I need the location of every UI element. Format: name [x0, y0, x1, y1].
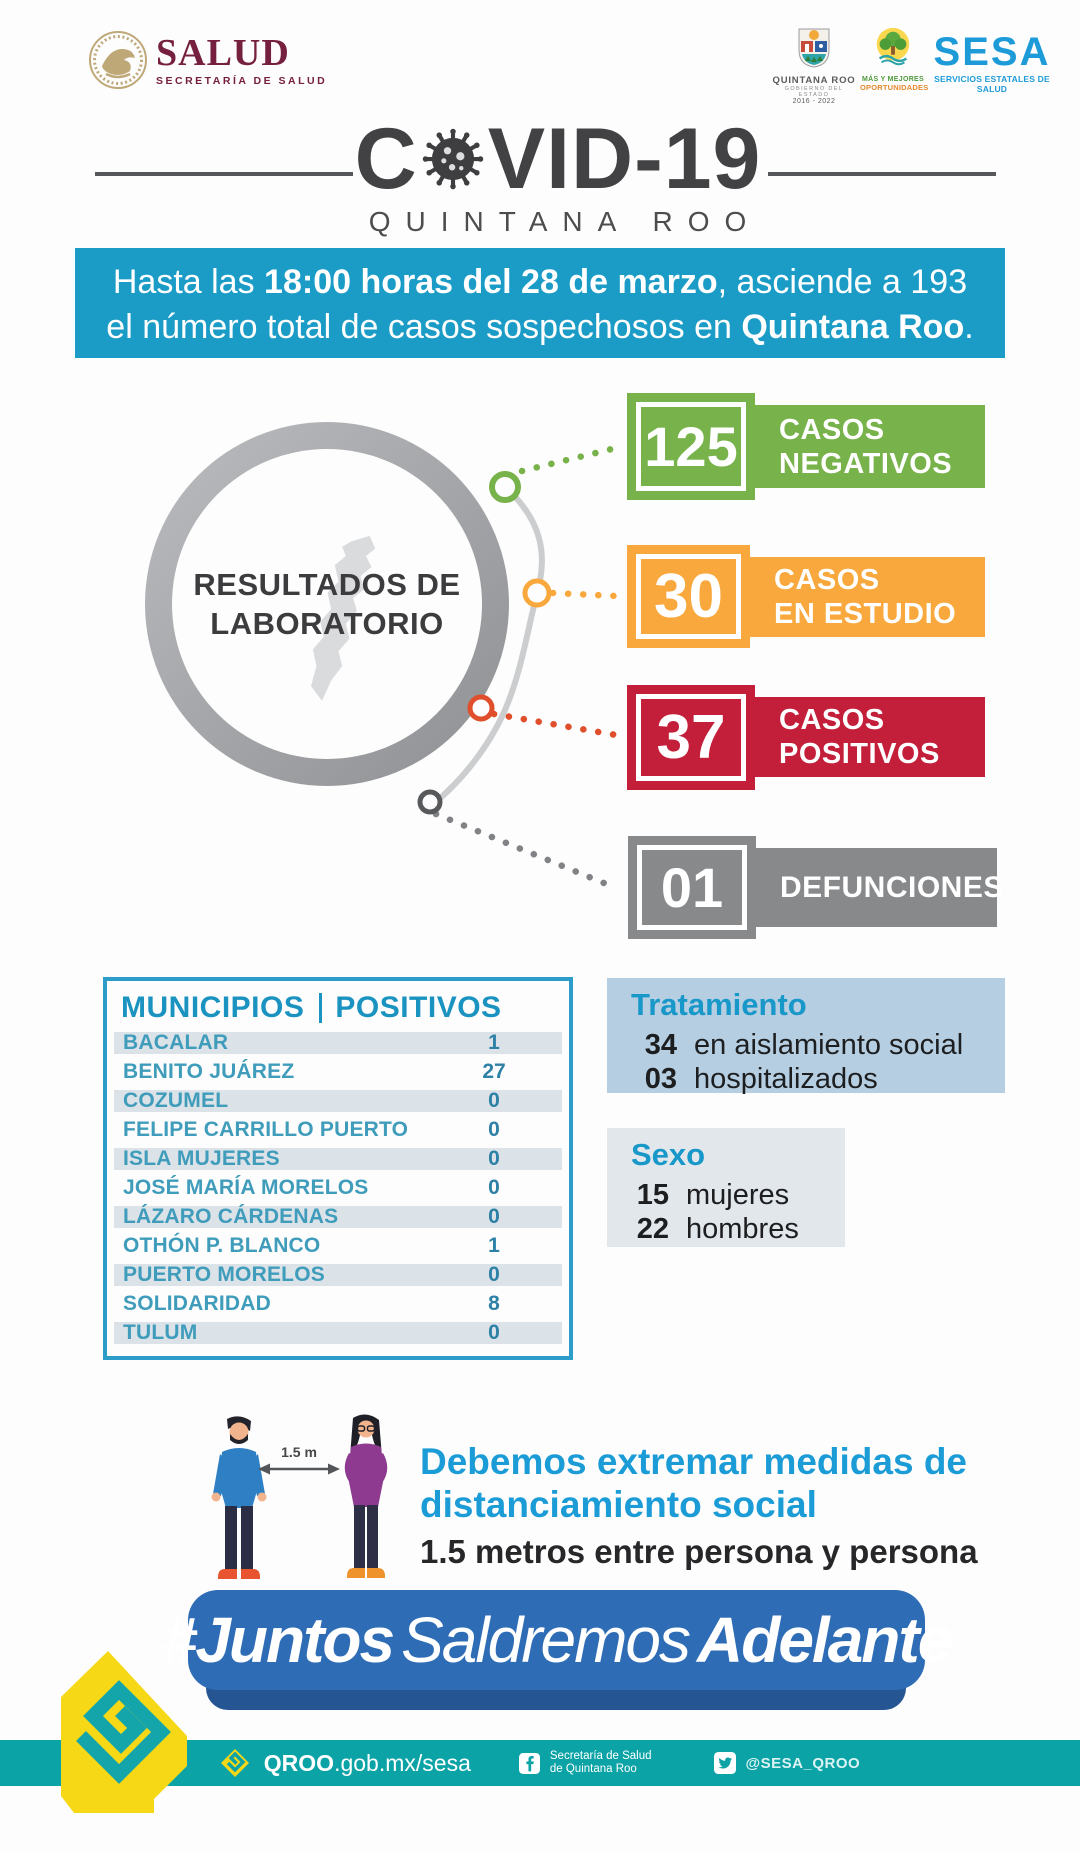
footer-twitter-handle: @SESA_QROO — [745, 1754, 861, 1772]
salud-subtitle: SECRETARÍA DE SALUD — [156, 74, 328, 87]
quintana-roo-logo — [770, 26, 858, 105]
lab-results-label-line2: LABORATORIO — [210, 606, 444, 641]
stat-positivos-value-box — [627, 685, 755, 790]
table-row: LÁZARO CÁRDENAS 0 — [114, 1206, 562, 1228]
sesa-logo — [925, 32, 1059, 94]
distance-indicator — [256, 1444, 342, 1481]
table-row: ISLA MUJERES 0 — [114, 1148, 562, 1170]
stat-positivos-value: 37 — [656, 703, 726, 772]
quintana-roo-logo-title: QUINTANA ROO — [772, 75, 856, 86]
table-row: FELIPE CARRILLO PUERTO 0 — [123, 1118, 500, 1141]
sesa-title: SESA — [933, 30, 1051, 74]
quintana-roo-logo-years: 2016 - 2022 — [792, 98, 836, 105]
woman-figure — [338, 1413, 394, 1588]
tratamiento-row: 34 en aislamiento social — [644, 1029, 964, 1061]
oportunidades-line2: OPORTUNIDADES — [860, 83, 929, 92]
distance-label: 1.5 m — [281, 1444, 317, 1460]
qroo-greca-logo — [57, 1648, 191, 1814]
distancing-message — [420, 1440, 978, 1571]
region-title: QUINTANA ROO — [368, 206, 762, 237]
header-divider — [319, 993, 322, 1023]
footer-twitter — [714, 1752, 861, 1774]
stat-estudio-value-box — [627, 545, 750, 648]
summary-banner-line2: el número total de casos sospechosos en Quintana Roo. — [106, 308, 974, 346]
man-figure — [208, 1416, 270, 1588]
oportunidades-tree-icon — [871, 26, 915, 70]
col-municipios: MUNICIPIOS — [121, 991, 305, 1024]
distancing-subline: 1.5 metros entre persona y persona — [420, 1533, 978, 1570]
sexo-row: 15 mujeres — [636, 1179, 790, 1211]
municipios-table-header — [107, 981, 569, 1032]
virus-icon — [420, 126, 486, 192]
stat-estudio-value: 30 — [654, 562, 723, 631]
oportunidades-logo — [860, 26, 929, 92]
oportunidades-line1: MÁS Y MEJORES — [862, 76, 924, 83]
covid-title-c: C — [354, 111, 418, 207]
tratamiento-title: Tratamiento — [631, 987, 807, 1022]
tratamiento-row: 03 hospitalizados — [644, 1063, 878, 1095]
stat-negativos-value-box — [627, 393, 755, 500]
table-row: OTHÓN P. BLANCO 1 — [123, 1234, 500, 1257]
municipios-table — [103, 977, 573, 1360]
table-row: BENITO JUÁREZ 27 — [123, 1060, 506, 1083]
stat-positivos-label: CASOS POSITIVOS — [753, 697, 985, 777]
distancing-headline-line2: distanciamiento social — [420, 1484, 817, 1525]
quintana-roo-shield-icon — [796, 26, 832, 68]
hashtag-part1: #Juntos — [161, 1604, 394, 1676]
salud-seal-icon — [88, 30, 148, 90]
quintana-roo-logo-subtitle: GOBIERNO DEL ESTADO — [784, 86, 844, 98]
twitter-icon — [714, 1752, 736, 1774]
sesa-subtitle: SERVICIOS ESTATALES DE SALUD — [934, 74, 1050, 94]
facebook-icon — [519, 1753, 540, 1774]
sexo-title: Sexo — [631, 1137, 706, 1172]
table-row: COZUMEL 0 — [114, 1090, 562, 1112]
table-row: BACALAR 1 — [114, 1032, 562, 1054]
salud-logo — [88, 30, 327, 90]
stat-negativos-label: CASOS NEGATIVOS — [753, 405, 985, 488]
summary-banner — [75, 248, 1005, 358]
table-row: TULUM 0 — [114, 1322, 562, 1344]
stat-defunciones-value: 01 — [660, 856, 724, 919]
table-row: SOLIDARIDAD 8 — [123, 1292, 500, 1315]
table-row: JOSÉ MARÍA MORELOS 0 — [123, 1176, 500, 1199]
col-positivos: POSITIVOS — [335, 991, 502, 1024]
covid-title-rest: VID-19 — [487, 111, 762, 207]
hashtag-part2: Saldremos — [401, 1604, 689, 1676]
stat-negativos-value: 125 — [644, 415, 738, 478]
sexo-row: 22 hombres — [636, 1213, 799, 1245]
footer-website: QROO.gob.mx/sesa — [263, 1749, 471, 1776]
stat-estudio-label: CASOS EN ESTUDIO — [748, 557, 985, 637]
table-row: PUERTO MORELOS 0 — [114, 1264, 562, 1286]
tratamiento-panel — [607, 978, 1005, 1093]
stat-defunciones-value-box — [628, 836, 756, 939]
hashtag-banner — [161, 1590, 952, 1690]
double-arrow-icon — [257, 1462, 341, 1476]
footer-facebook — [519, 1750, 652, 1776]
summary-banner-line1: Hasta las 18:00 horas del 28 de marzo, asciende a 193 — [112, 263, 968, 301]
covid-title — [0, 111, 1080, 207]
distancing-headline-line1: Debemos extremar medidas de — [420, 1441, 968, 1482]
lab-results-label-line1: RESULTADOS DE — [193, 567, 461, 602]
footer-facebook-text: Secretaría de Salud de Quintana Roo — [549, 1750, 652, 1775]
stat-defunciones-label: DEFUNCIONES — [754, 848, 997, 927]
salud-title: SALUD — [156, 31, 290, 74]
qroo-mini-logo-icon — [220, 1748, 250, 1778]
sexo-panel — [607, 1128, 845, 1247]
hashtag-part3: Adelante — [697, 1604, 952, 1676]
